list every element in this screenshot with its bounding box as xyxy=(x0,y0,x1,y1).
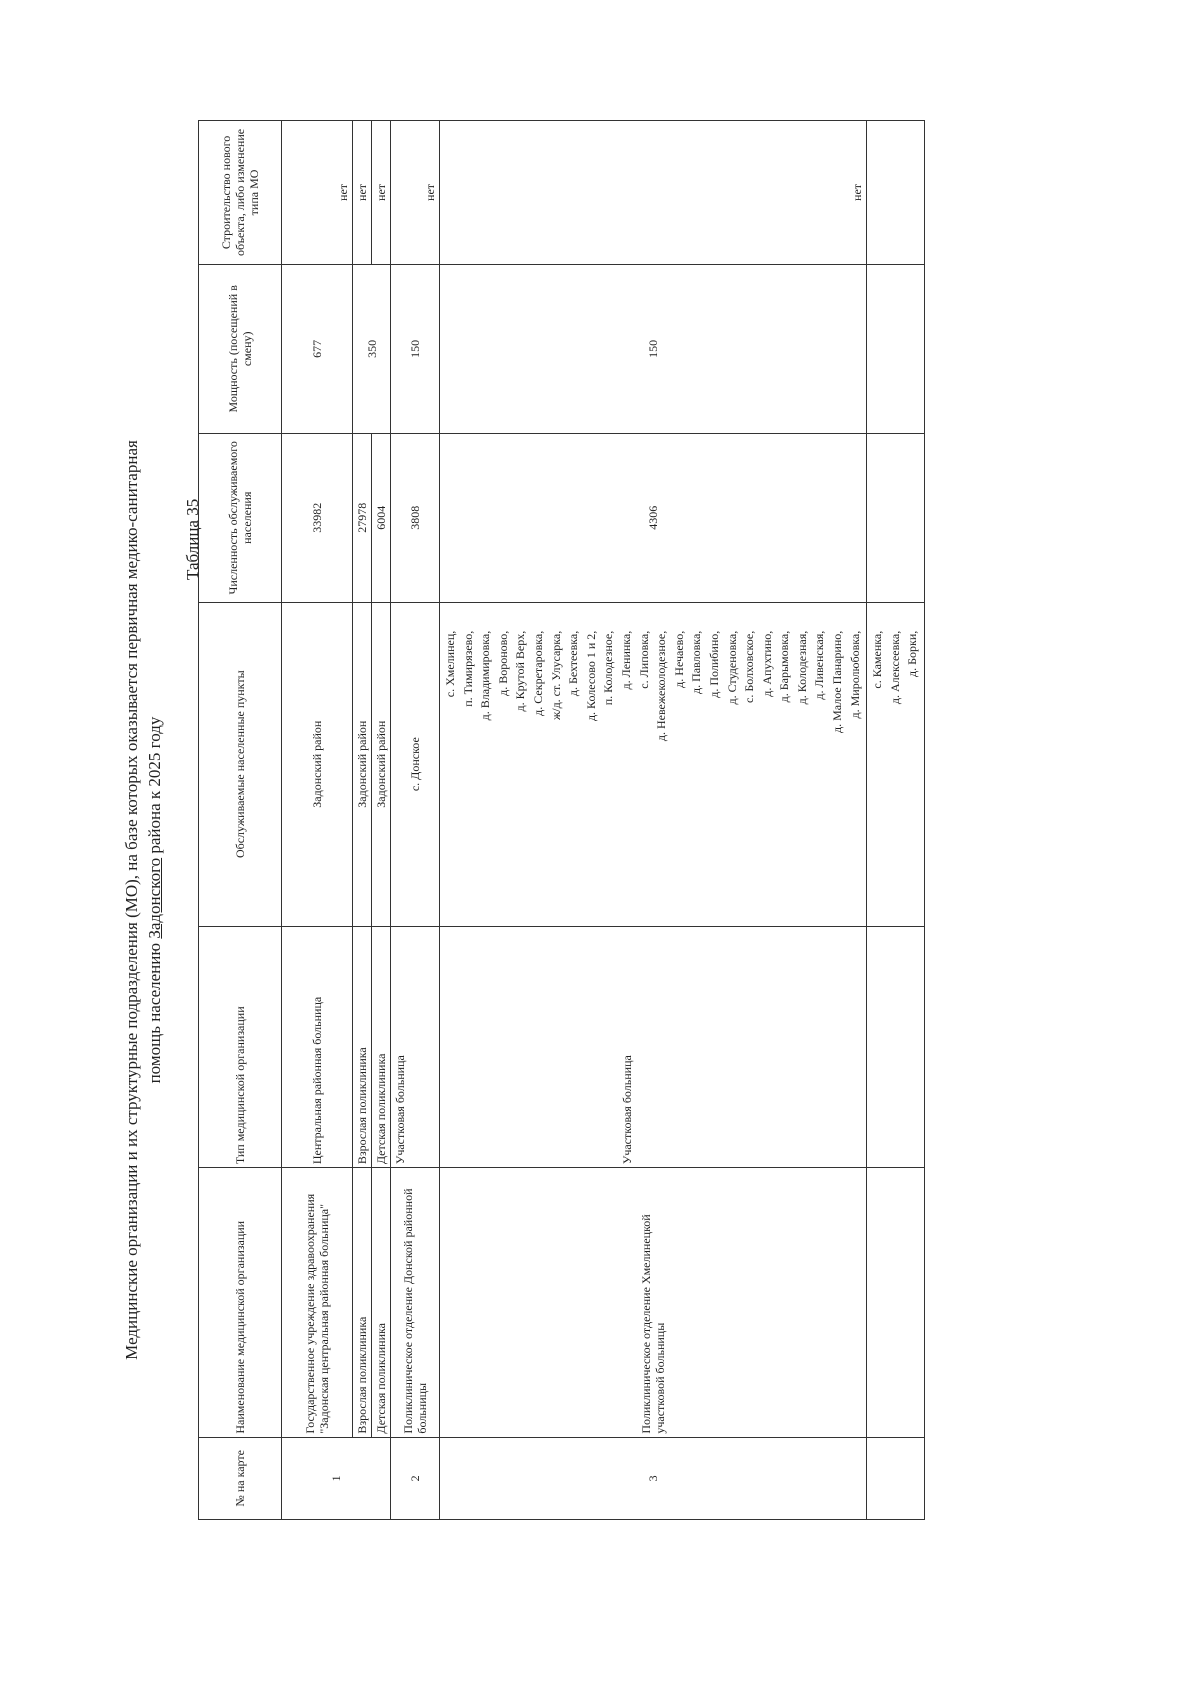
settlement-item: п. Тимирязево, xyxy=(460,630,475,707)
row4-num xyxy=(867,1437,925,1519)
row3-capacity: 150 xyxy=(440,264,867,433)
settlement-item: д. Ливенская, xyxy=(812,630,827,700)
medical-organizations-table xyxy=(198,120,925,1520)
row1a-population: 27978 xyxy=(353,433,372,602)
row1b-settlements: Задонский район xyxy=(372,602,391,926)
row1b-type: Детская поликлиника xyxy=(372,926,391,1168)
header-type: Тип медицинской организации xyxy=(199,926,282,1168)
row2-name: Поликлиническое отделение Донской районной больницы xyxy=(391,1168,440,1437)
row1-num: 1 xyxy=(282,1437,391,1519)
settlement-item: д. Апухтино, xyxy=(759,630,774,697)
row1b-population: 6004 xyxy=(372,433,391,602)
settlement-item: д. Колодезная, xyxy=(794,630,809,705)
row1-capacity: 677 xyxy=(282,264,353,433)
settlement-item: с. Хмелинец, xyxy=(443,630,457,698)
row4-type xyxy=(867,926,925,1168)
row4-capacity xyxy=(867,264,925,433)
header-build: Строительство нового объекта, либо изменение типа МО xyxy=(199,121,282,265)
row1a-build: нет xyxy=(353,121,372,265)
row2-build: нет xyxy=(391,121,440,265)
title-line-2 xyxy=(143,200,166,1600)
settlement-item: д. Павловка, xyxy=(689,630,704,694)
row4-population xyxy=(867,433,925,602)
row4-settlements xyxy=(867,602,925,926)
settlement-item: д. Крутой Верх, xyxy=(513,630,528,712)
rotated-page xyxy=(120,120,1100,1600)
row3-build: нет xyxy=(440,121,867,265)
header-name: Наименование медицинской организации xyxy=(199,1168,282,1437)
settlement-item: д. Секретаровка, xyxy=(530,630,545,716)
settlement-item: с. Липовка, xyxy=(636,630,651,689)
document-title xyxy=(120,200,166,1600)
row2-capacity: 150 xyxy=(391,264,440,433)
row2-type: Участковая больница xyxy=(391,926,440,1168)
row1-type: Центральная районная больница xyxy=(282,926,353,1168)
row1-population: 33982 xyxy=(282,433,353,602)
settlement-item: д. Миролюбовка, xyxy=(847,630,862,719)
title-line-1: Медицинские организации и их структурные подразделения (МО), на базе которых оказывается первичная медико-санитарная xyxy=(122,440,141,1360)
settlement-item: д. Вороново, xyxy=(495,630,510,696)
row1b-name: Детская поликлиника xyxy=(372,1168,391,1437)
settlement-item: д. Алексеевка, xyxy=(887,630,902,705)
settlement-item: д. Невежеколодезное, xyxy=(654,630,669,742)
settlement-item: д. Студеновка, xyxy=(724,630,739,705)
settlement-item: д. Колесово 1 и 2, xyxy=(583,630,598,722)
row2-settlements: с. Донское xyxy=(391,602,440,926)
row3-type: Участковая больница xyxy=(440,926,867,1168)
row4-name xyxy=(867,1168,925,1437)
table-caption: Таблица 35 xyxy=(183,498,202,580)
settlement-item: д. Бехтеевка, xyxy=(566,630,581,697)
table-row xyxy=(391,121,440,1520)
header-settlements: Обслуживаемые населенные пункты xyxy=(199,602,282,926)
row4-build xyxy=(867,121,925,265)
table-row xyxy=(353,121,372,1520)
table-row xyxy=(867,121,925,1520)
row2-num: 2 xyxy=(391,1437,440,1519)
row3-num: 3 xyxy=(440,1437,867,1519)
row3-settlements xyxy=(440,602,867,926)
header-population: Численность обслуживаемого населения xyxy=(199,433,282,602)
title-district: Задонского xyxy=(145,857,164,939)
row1-settlements: Задонский район xyxy=(282,602,353,926)
row1a-type: Взрослая поликлиника xyxy=(353,926,372,1168)
settlement-item: д. Барымовка, xyxy=(777,630,792,703)
row3-name: Поликлиническое отделение Хмелинецкой участковой больницы xyxy=(440,1168,867,1437)
settlement-item: д. Малое Панарино, xyxy=(830,630,845,733)
settlement-item: д. Полибино, xyxy=(706,630,721,698)
row1b-build: нет xyxy=(372,121,391,265)
row2-population: 3808 xyxy=(391,433,440,602)
row1a-settlements: Задонский район xyxy=(353,602,372,926)
settlement-item: д. Ленинка, xyxy=(618,630,633,690)
row1a-name: Взрослая поликлиника xyxy=(353,1168,372,1437)
row1a-capacity: 350 xyxy=(353,264,391,433)
settlement-item: д. Нечаево, xyxy=(671,630,686,688)
row3-population: 4306 xyxy=(440,433,867,602)
row1-build: нет xyxy=(282,121,353,265)
settlement-item: ж/д. ст. Улусарка, xyxy=(548,630,563,721)
settlement-item: п. Колодезное, xyxy=(601,630,616,706)
row1-name: Государственное учреждение здравоохранения "Задонская центральная районная больница" xyxy=(282,1168,353,1437)
table-row xyxy=(282,121,353,1520)
header-num: № на карте xyxy=(199,1437,282,1519)
title-line-2-post: района к 2025 году xyxy=(145,716,164,858)
settlement-item: д. Владимировка, xyxy=(478,630,493,721)
header-row xyxy=(199,121,282,1520)
title-line-2-pre: помощь населению xyxy=(145,938,164,1084)
settlement-item: с. Болховское, xyxy=(742,630,757,703)
header-capacity: Мощность (посещений в смену) xyxy=(199,264,282,433)
table-row xyxy=(440,121,867,1520)
settlement-item: д. Борки, xyxy=(905,630,920,677)
settlement-item: с. Каменка, xyxy=(870,630,885,689)
